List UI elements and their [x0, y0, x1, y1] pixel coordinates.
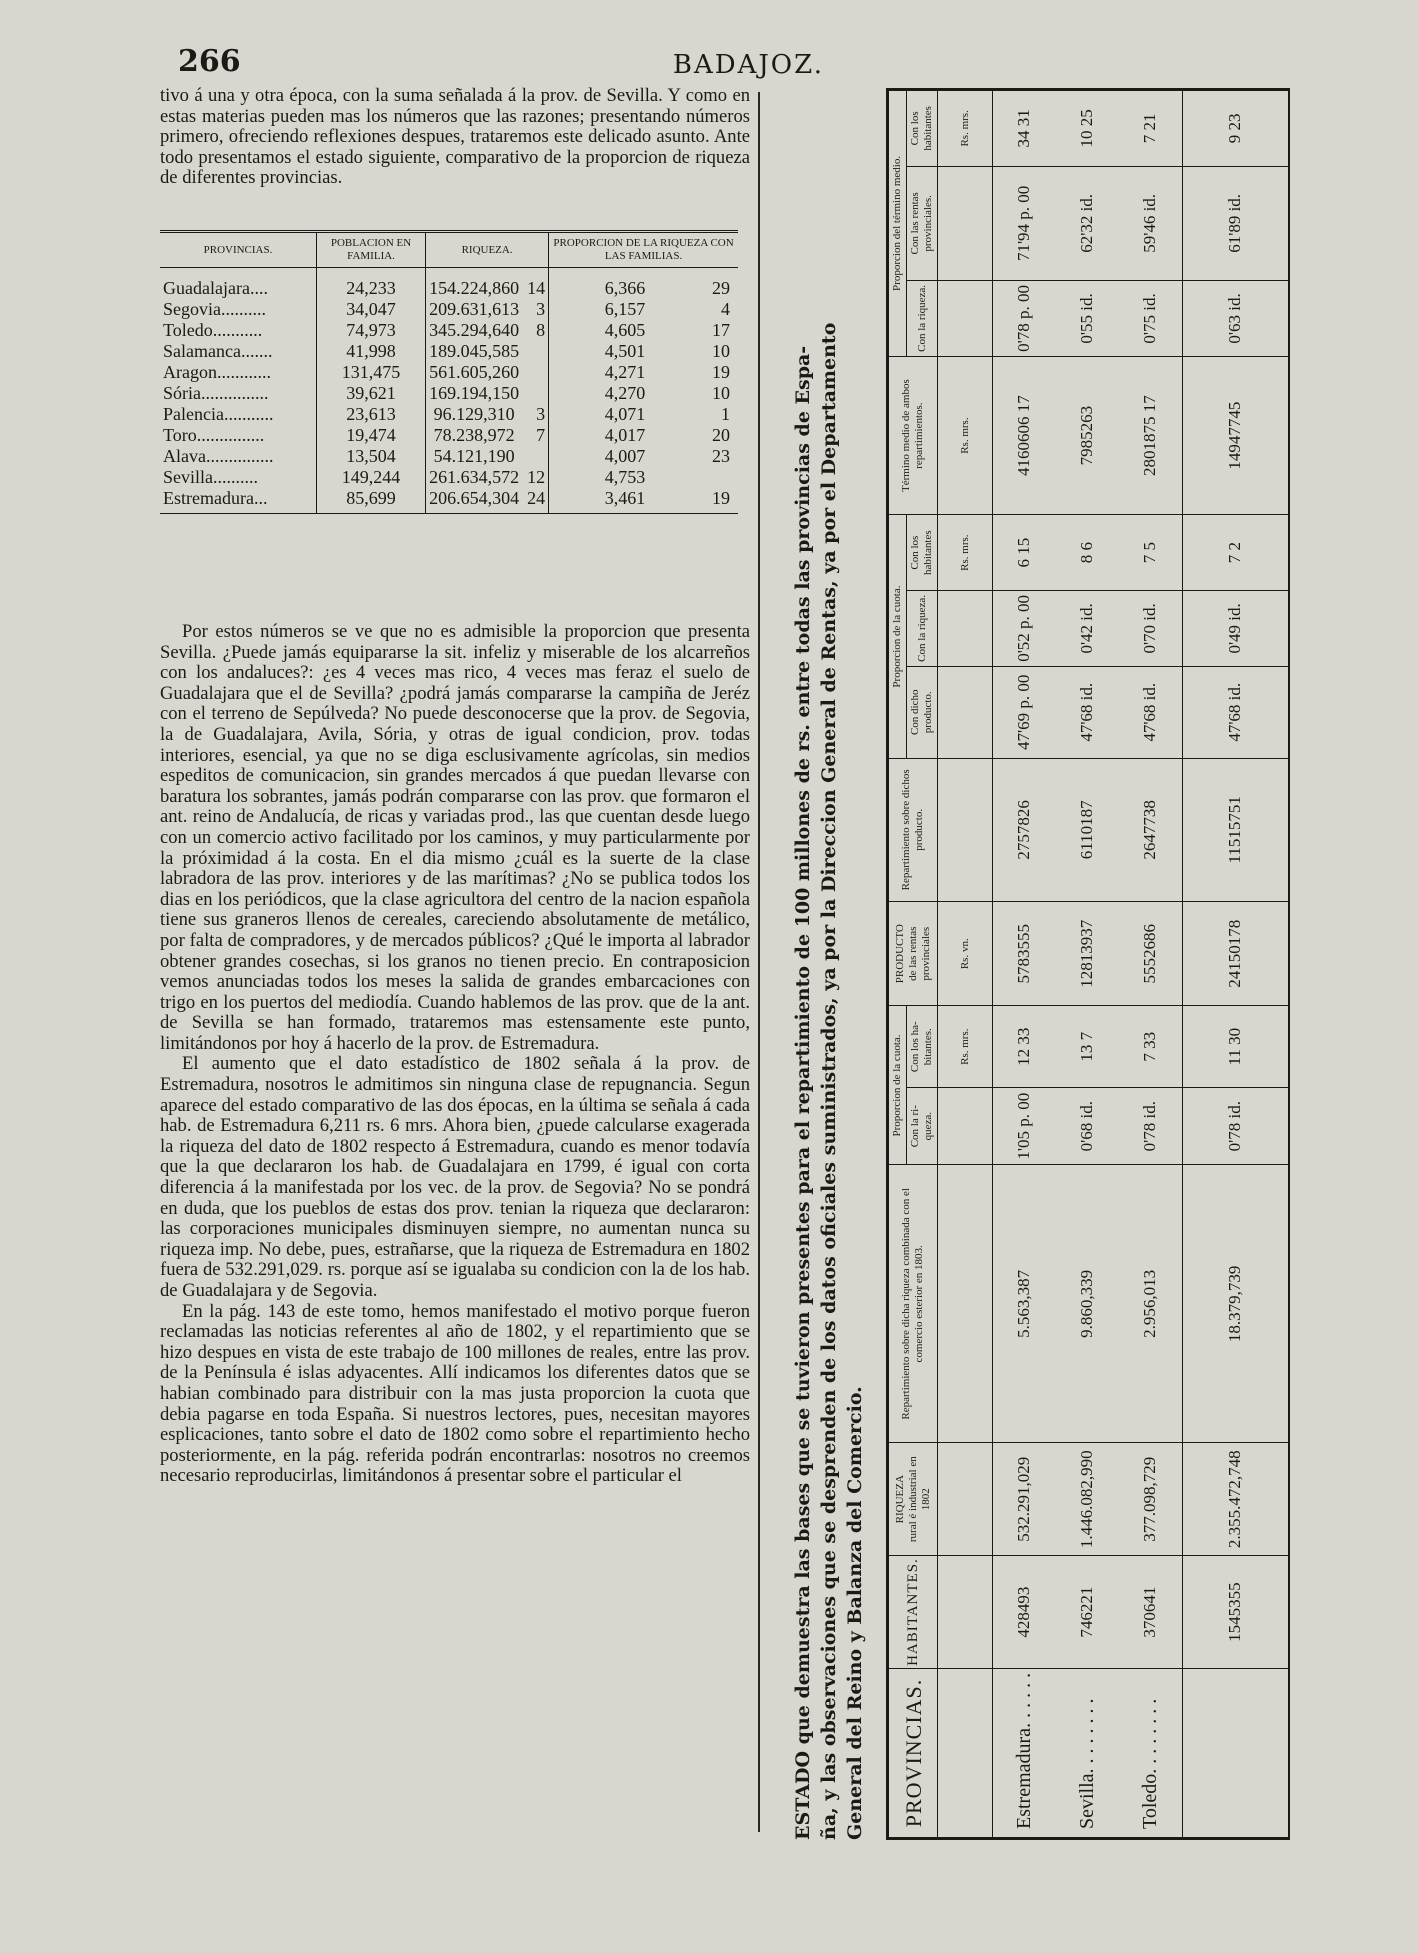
- table-cell: 59'46 id.: [1119, 166, 1183, 280]
- unit-label: Rs. mrs.: [938, 356, 993, 515]
- riqueza-ref: 3: [536, 299, 546, 319]
- estado-title-line: ña, y las observaciones que se desprenden de los datos oficiales suministrados, ya por la Direccion General de Rentas, ya por el Departamento: [818, 322, 840, 1840]
- body-paragraph-1: Por estos números se ve que no es admisible la proporcion que presenta Sevilla. ¿Puede jamás equipararse la sit. infeliz y miserable de los alcarreños con los andaluces?: ¿es 4 veces mas rico, 4 veces mas feraz el suelo de Guadalajara que el de Sevilla? ¿podrá jamás compararse la campiña de Jeréz con el terreno de Sepúlveda? No puede desconocerse que la prov. de Segovia, la de Guadalajara, Avila, Sória, y otras de igual condicion, prov. todas interiores, esencial, ya que no se diga esclusivamente agrícolas, sin medios espeditos de comunicacion, sin grandes mercados á que puedan llevarse con baratura los sobrantes, jamás podrán compararse con las prov. que formaron el ant. reino de Andalucía, de ricas y variadas prod., las que cuentan desde luego con un comercio activo facilitado por los caminos, y muy particularmente por la próximidad á la costa. En el dia mismo ¿cuál es la suerte de la clase labradora de las prov. interiores y de las marítimas? ¿No se publica todos los dias en los periódicos, que la clase agricultora del centro de la nacion española tiene sus graneros llenos de cereales, careciendo absolutamente de metálico, por falta de compradores, y de mercados públicos? ¿Qué le importa al labrador obtener grandes cosechas, si los granos no tienen precio. En contraposicion vemos anunciadas todos los meses la salida de grandes embarcaciones con trigo en los puertos del mediodía. Cuando hablemos de las prov. que de la ant. de Sevilla se han formado, trataremos mas estensamente este punto, limitándonos por hoy á hacerlo de la prov. de Estremadura.: [160, 621, 750, 1054]
- table-cell: 7 21: [1119, 91, 1183, 167]
- table-cell: 5.563,387: [992, 1165, 1056, 1443]
- proporcion-ref: 10: [712, 341, 730, 361]
- table-row: [160, 341, 738, 362]
- table-row: [160, 467, 738, 488]
- total-cell: 1545355: [1182, 1556, 1288, 1669]
- riqueza-value: 96.129,310: [426, 404, 523, 425]
- table-cell: 0'75 id.: [1119, 281, 1183, 357]
- col-header-rep-producto: Repartimiento sobre dichos producto.: [889, 758, 938, 901]
- proporcion-ref: 10: [712, 383, 730, 403]
- riqueza-value: 78.238,972: [426, 425, 523, 446]
- riqueza-ref: [522, 446, 549, 467]
- table-cell: 47'68 id.: [1056, 666, 1119, 758]
- riqueza-ref: [522, 341, 549, 362]
- proporcion-value: 4,753: [549, 467, 701, 488]
- riqueza-value: 206.654,304: [426, 488, 523, 514]
- intro-text: [160, 86, 750, 189]
- unit-label: [938, 1165, 993, 1443]
- unit-label: Rs. mrs.: [938, 91, 993, 167]
- provinces-comparison-table: [160, 230, 738, 514]
- table-cell: 47'69 p. 00: [992, 666, 1056, 758]
- table-cell: 8 6: [1056, 515, 1119, 591]
- riqueza-title: RIQUEZA: [893, 1475, 906, 1524]
- page-header: [150, 44, 830, 84]
- proporcion-value: 4,007: [549, 446, 701, 467]
- province-name: Alava...............: [163, 446, 274, 466]
- proporcion-ref: 23: [712, 446, 730, 466]
- riqueza-ref: 24: [522, 488, 549, 514]
- poblacion-value: 74,973: [317, 320, 426, 341]
- table-cell: 2801875 17: [1119, 356, 1183, 515]
- total-cell: 47'68 id.: [1182, 666, 1288, 758]
- unit-label: [938, 1087, 993, 1165]
- table-cell: 1'05 p. 00: [992, 1087, 1056, 1165]
- page-number: 266: [178, 44, 241, 79]
- body-text: [160, 622, 750, 1487]
- table-cell: 377.098,729: [1119, 1443, 1183, 1556]
- table-row: [1056, 91, 1119, 1838]
- unit-label: Rs. vn.: [938, 901, 993, 1006]
- table-cell: 0'68 id.: [1056, 1087, 1119, 1165]
- col-header-prop-cuota-1: Proporcion de la cuota.: [889, 1006, 907, 1165]
- riqueza-ref: 12: [527, 467, 546, 487]
- col-header-producto: [889, 901, 938, 1006]
- table-row: [160, 362, 738, 383]
- col-header-con-rentas: Con las rentas provinciales.: [907, 166, 938, 280]
- table-cell: 7985263: [1056, 356, 1119, 515]
- col-header-poblacion: POBLACION EN FAMILIA.: [317, 232, 426, 268]
- unit-label: [938, 281, 993, 357]
- table-cell: 0'42 id.: [1056, 590, 1119, 666]
- table-cell: 7 33: [1119, 1006, 1183, 1087]
- col-header-termino-medio: Término medio de ambos repartimientos.: [889, 356, 938, 515]
- table-cell: 47'68 id.: [1119, 666, 1183, 758]
- poblacion-value: 19,474: [317, 425, 426, 446]
- riqueza-value: 154.224,860: [426, 268, 523, 300]
- unit-label: [938, 1668, 993, 1837]
- province-name: Sevilla..........: [163, 467, 258, 487]
- riqueza-ref: [522, 383, 549, 404]
- estado-title-line: General del Reino y Balanza del Comercio.: [844, 1386, 866, 1840]
- intro-paragraph: tivo á una y otra época, con la suma señalada á la prov. de Sevilla. Y como en estas materias pueden mas los números que las razones; presentando números primero, ofreciendo reflexiones despues, trataremos este delicado asunto. Ante todo presentamos el estado siguiente, comparativo de la proporcion de riqueza de diferentes provincias.: [160, 85, 750, 189]
- table-cell: 532.291,029: [992, 1443, 1056, 1556]
- province-name: Toledo. . . . . . . .: [1119, 1668, 1183, 1837]
- total-cell: 61'89 id.: [1182, 166, 1288, 280]
- col-header-provincias: PROVINCIAS.: [889, 1668, 938, 1837]
- estado-title-line: ESTADO que demuestra las bases que se tuvieron presentes para el repartimiento de 100 millones de rs. entre todas las provincias de Espa-: [792, 345, 814, 1840]
- poblacion-value: 41,998: [317, 341, 426, 362]
- table-cell: 5552686: [1119, 901, 1183, 1006]
- total-cell: 11515751: [1182, 758, 1288, 901]
- table-cell: 9.860,339: [1056, 1165, 1119, 1443]
- total-cell: 9 23: [1182, 91, 1288, 167]
- unit-label: Rs. mrs.: [938, 1006, 993, 1087]
- poblacion-value: 131,475: [317, 362, 426, 383]
- proporcion-value: 4,071: [549, 404, 701, 425]
- total-cell: 18.379,739: [1182, 1165, 1288, 1443]
- total-cell: 11 30: [1182, 1006, 1288, 1087]
- proporcion-ref: 17: [712, 320, 730, 340]
- estado-table: [888, 90, 1288, 1838]
- total-blank: [1182, 1668, 1288, 1837]
- riqueza-value: 345.294,640: [426, 320, 523, 341]
- province-name: Estremadura. . . . . .: [992, 1668, 1056, 1837]
- proporcion-value: 3,461: [549, 488, 701, 514]
- proporcion-ref: 20: [712, 425, 730, 445]
- riqueza-value: 169.194,150: [426, 383, 523, 404]
- table-cell: 12813937: [1056, 901, 1119, 1006]
- table-row: [992, 91, 1056, 1838]
- proporcion-ref: 19: [701, 488, 738, 514]
- proporcion-ref: 29: [712, 278, 730, 298]
- province-name: Estremadura...: [160, 488, 317, 514]
- unit-label: [938, 1443, 993, 1556]
- total-cell: 0'63 id.: [1182, 281, 1288, 357]
- col-header-provincias: PROVINCIAS.: [160, 232, 317, 268]
- unit-label: [938, 1556, 993, 1669]
- table-cell: 71'94 p. 00: [992, 166, 1056, 280]
- proporcion-value: 4,271: [549, 362, 701, 383]
- province-name: Segovia..........: [163, 299, 266, 319]
- body-paragraph-3: En la pág. 143 de este tomo, hemos manifestado el motivo porque fueron reclamadas las noticias referentes al año de 1802, y el repartimiento que se hizo despues en vista de este trabajo de 100 millones de reales, entre las prov. de la Península é islas adyacentes. Allí indicamos los diferentes datos que se habian combinado para distribuir con la mas justa proporcion la cuota que debia pagarse en toda España. Si nuestros lectores, pues, necesitan mayores esplicaciones, tanto sobre el dato de 1802 como sobre el repartimiento hecho posteriormente, en la pág. referida podrán encontrarlas: nosotros no creemos necesario reproducirlas, limitándonos á presentar sobre el particular el: [160, 1300, 750, 1487]
- total-cell: 24150178: [1182, 901, 1288, 1006]
- riqueza-value: 54.121,190: [426, 446, 523, 467]
- total-cell: 0'49 id.: [1182, 590, 1288, 666]
- poblacion-value: 24,233: [317, 268, 426, 300]
- province-name: Sevilla. . . . . . . .: [1056, 1668, 1119, 1837]
- riqueza-value: 189.045,585: [426, 341, 523, 362]
- running-head: BADAJOZ.: [672, 50, 824, 80]
- province-name: Aragon............: [163, 362, 271, 382]
- proporcion-value: 4,270: [549, 383, 701, 404]
- total-cell: 7 2: [1182, 515, 1288, 591]
- col-header-con-dicho-producto: Con dicho producto.: [907, 666, 938, 758]
- poblacion-value: 149,244: [317, 467, 426, 488]
- proporcion-ref: 19: [712, 362, 730, 382]
- producto-title: PRODUCTO: [893, 924, 906, 984]
- producto-subtitle: de las rentas provinciales: [906, 926, 932, 981]
- table-cell: 62'32 id.: [1056, 166, 1119, 280]
- table-row: [160, 404, 738, 425]
- col-header-con-la-riqueza-2: Con la riqueza.: [907, 281, 938, 357]
- poblacion-value: 39,621: [317, 383, 426, 404]
- unit-label: [938, 590, 993, 666]
- table-row: [160, 488, 738, 514]
- table-row: [160, 268, 738, 300]
- unit-label: [938, 666, 993, 758]
- table-cell: 2757826: [992, 758, 1056, 901]
- total-cell: 0'78 id.: [1182, 1087, 1288, 1165]
- estado-table-frame: [886, 88, 1290, 1840]
- table-cell: 6 15: [992, 515, 1056, 591]
- province-name: Palencia...........: [163, 404, 274, 424]
- province-name: Toro...............: [163, 425, 265, 445]
- poblacion-value: 13,504: [317, 446, 426, 467]
- proporcion-value: 4,501: [549, 341, 701, 362]
- table-cell: 0'70 id.: [1119, 590, 1183, 666]
- table-cell: 4160606 17: [992, 356, 1056, 515]
- table-row: [160, 299, 738, 320]
- table-cell: 6110187: [1056, 758, 1119, 901]
- col-header-con-la-riqueza: Con la riqueza.: [907, 590, 938, 666]
- table-cell: 2.956,013: [1119, 1165, 1183, 1443]
- column-divider: [758, 92, 760, 1832]
- proporcion-ref: 4: [721, 299, 730, 319]
- table-cell: 5783555: [992, 901, 1056, 1006]
- riqueza-value: 209.631,613: [426, 299, 523, 320]
- province-name: Toledo...........: [163, 320, 263, 340]
- col-header-prop-cuota-2: Proporcion de la cuota.: [889, 515, 907, 758]
- table-cell: 746221: [1056, 1556, 1119, 1669]
- table-cell: 428493: [992, 1556, 1056, 1669]
- units-row: [938, 91, 993, 1838]
- body-paragraph-2: El aumento que el dato estadístico de 1802 señala á la prov. de Estremadura, nosotros le admitimos sin ninguna clase de repugnancia. Segun aparece del estado comparativo de las dos épocas, en la última se señala á cada hab. de Estremadura 6,211 rs. 6 mrs. Ahora bien, ¿puede calcularse exagerada la riqueza del dato de 1802 respecto á Estremadura, cuando es menor todavía que la que declararon los hab. de Guadalajara en 1799, é igual con corta diferencia á la manifestada por los vec. de la prov. de Segovia? No se pondrá en duda, que los pueblos de estas dos prov. tenian la riqueza que declararon: las corporaciones municipales disminuyen siempre, no aumentan nunca su riqueza imp. No debe, pues, estrañarse, que la riqueza de Estremadura en 1802 fuera de 532.291,029. rs. porque así se igualaba su condicion con la de los hab. de Guadalajara y de Segovia.: [160, 1053, 750, 1301]
- proporcion-ref: 1: [721, 404, 730, 424]
- table-cell: 0'52 p. 00: [992, 590, 1056, 666]
- table-row: [1119, 91, 1183, 1838]
- proporcion-value: 4,605: [549, 320, 701, 341]
- col-header-con-los-habitantes: Con los habitantes: [907, 515, 938, 591]
- province-name: Sória...............: [163, 383, 269, 403]
- total-cell: 2.355.472,748: [1182, 1443, 1288, 1556]
- table-cell: 7 5: [1119, 515, 1183, 591]
- riqueza-ref: 3: [536, 404, 546, 424]
- table-cell: 370641: [1119, 1556, 1183, 1669]
- province-name: Salamanca.......: [163, 341, 273, 361]
- table-cell: 13 7: [1056, 1006, 1119, 1087]
- table-cell: 12 33: [992, 1006, 1056, 1087]
- proporcion-value: 6,366: [549, 268, 701, 300]
- province-name: Guadalajara....: [163, 278, 268, 298]
- unit-label: [938, 758, 993, 901]
- table-cell: 2647738: [1119, 758, 1183, 901]
- poblacion-value: 23,613: [317, 404, 426, 425]
- col-header-habitantes: HABITANTES.: [889, 1556, 938, 1669]
- estado-rotated-section: [790, 88, 1300, 1840]
- col-header-con-habitantes-2: Con los habitantes: [907, 91, 938, 167]
- riqueza-value: 561.605,260: [426, 362, 523, 383]
- table-row: [160, 320, 738, 341]
- col-header-repartimiento: Repartimiento sobre dicha riqueza combinada con el comercio esterior en 1803.: [889, 1165, 938, 1443]
- table-cell: 0'78 p. 00: [992, 281, 1056, 357]
- total-row: [1182, 91, 1288, 1838]
- proporcion-value: 6,157: [549, 299, 701, 320]
- riqueza-ref: 7: [536, 425, 546, 445]
- riqueza-ref: 14: [527, 278, 546, 298]
- table-cell: 0'78 id.: [1119, 1087, 1183, 1165]
- riqueza-ref: 8: [536, 320, 546, 340]
- col-header-prop-termino: Proporcion del término medio.: [889, 91, 907, 357]
- col-header-con-riqueza: Con la ri- queza.: [907, 1087, 938, 1165]
- table-cell: 1.446.082,990: [1056, 1443, 1119, 1556]
- table-cell: 34 31: [992, 91, 1056, 167]
- riqueza-subtitle: rural é industrial en 1802: [906, 1456, 932, 1543]
- poblacion-value: 34,047: [317, 299, 426, 320]
- col-header-riqueza: [889, 1443, 938, 1556]
- col-header-proporcion: PROPORCION DE LA RIQUEZA CON LAS FAMILIAS.: [549, 232, 738, 268]
- col-header-con-hab: Con los ha- bitantes.: [907, 1006, 938, 1087]
- proporcion-ref: [701, 467, 738, 488]
- riqueza-value: 261.634,572: [426, 467, 523, 488]
- table-cell: 10 25: [1056, 91, 1119, 167]
- unit-label: [938, 166, 993, 280]
- table-row: [160, 425, 738, 446]
- proporcion-value: 4,017: [549, 425, 701, 446]
- total-cell: 14947745: [1182, 356, 1288, 515]
- riqueza-ref: [522, 362, 549, 383]
- table-row: [160, 446, 738, 467]
- poblacion-value: 85,699: [317, 488, 426, 514]
- unit-label: Rs. mrs.: [938, 515, 993, 591]
- estado-title: [790, 88, 870, 1840]
- table-cell: 0'55 id.: [1056, 281, 1119, 357]
- table-row: [160, 383, 738, 404]
- col-header-riqueza: RIQUEZA.: [426, 232, 549, 268]
